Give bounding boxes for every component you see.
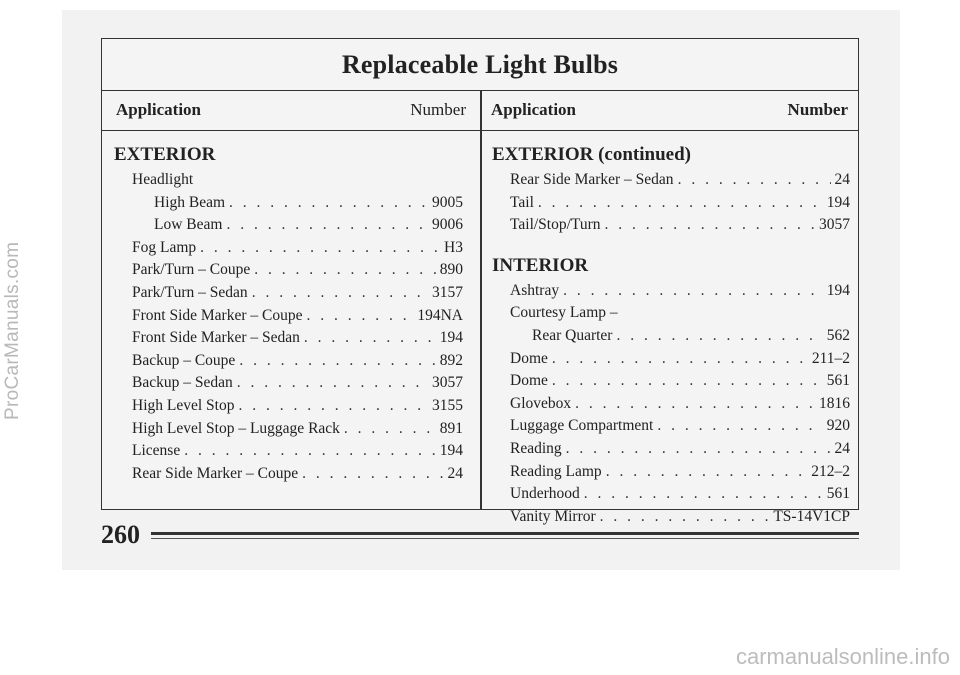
dot-leader xyxy=(304,327,436,350)
item-label: Backup – Sedan xyxy=(132,374,233,392)
item-number: 24 xyxy=(834,171,850,188)
dot-leader xyxy=(306,305,413,328)
list-item xyxy=(114,259,463,282)
item-number: 892 xyxy=(439,351,463,369)
item-number: 9006 xyxy=(432,216,463,234)
list-item xyxy=(492,169,850,192)
bulb-table xyxy=(101,38,859,525)
item-label: Park/Turn – Sedan xyxy=(132,283,248,301)
dot-leader xyxy=(237,372,428,395)
list-item xyxy=(114,282,463,305)
item-number: 194 xyxy=(826,193,850,211)
list-item xyxy=(114,372,463,395)
list-item xyxy=(492,415,850,438)
item-label: High Level Stop xyxy=(132,396,235,414)
item-number: 562 xyxy=(826,326,850,344)
section-heading: EXTERIOR xyxy=(114,144,216,165)
list-item xyxy=(492,483,850,506)
page-footer xyxy=(101,520,859,550)
item-label: Rear Quarter xyxy=(532,326,613,344)
footer-rule xyxy=(151,532,859,535)
dot-leader xyxy=(252,282,428,305)
list-item xyxy=(114,350,463,373)
list-item xyxy=(492,438,850,461)
title-row xyxy=(102,39,858,91)
dot-leader xyxy=(200,237,440,260)
dot-leader xyxy=(552,370,823,393)
item-number: 3155 xyxy=(432,396,463,414)
section-heading: EXTERIOR (continued) xyxy=(492,144,691,165)
item-label: Glovebox xyxy=(510,394,572,412)
item-label: Dome xyxy=(510,349,548,367)
item-number: H3 xyxy=(444,238,463,256)
list-item xyxy=(114,237,463,260)
list-item xyxy=(114,440,463,463)
item-label: High Level Stop – Luggage Rack xyxy=(132,419,340,437)
dot-leader xyxy=(563,280,823,303)
list-item xyxy=(492,348,850,371)
item-number: 194 xyxy=(439,329,463,347)
item-number: 3057 xyxy=(432,374,463,392)
dot-leader xyxy=(657,415,822,438)
item-number: 24 xyxy=(447,464,463,482)
dot-leader xyxy=(616,325,822,348)
item-number: 194 xyxy=(439,442,463,460)
dot-leader xyxy=(302,463,443,486)
page-title: Replaceable Light Bulbs xyxy=(341,49,619,79)
list-item xyxy=(114,305,463,328)
dot-leader xyxy=(229,192,428,215)
list-item xyxy=(492,280,850,303)
section-heading: INTERIOR xyxy=(492,254,589,276)
list-item xyxy=(114,169,463,192)
item-label: Rear Side Marker – Sedan xyxy=(510,171,674,188)
item-label: Tail xyxy=(510,193,534,211)
list-item xyxy=(492,325,850,348)
list-item xyxy=(492,370,850,393)
item-label: Ashtray xyxy=(510,281,560,299)
list-item xyxy=(492,302,850,325)
number-header: Number xyxy=(410,100,466,119)
list-item xyxy=(114,418,463,441)
application-header: Application xyxy=(116,100,202,119)
item-label: Low Beam xyxy=(154,216,223,234)
column-divider xyxy=(480,90,482,509)
application-header: Application xyxy=(491,100,577,119)
list-item xyxy=(114,327,463,350)
item-number: 3157 xyxy=(432,283,463,301)
item-label: Dome xyxy=(510,372,548,390)
item-number: 561 xyxy=(826,372,850,390)
dot-leader xyxy=(238,395,428,418)
item-label: Fog Lamp xyxy=(132,238,197,256)
item-label: Reading Lamp xyxy=(510,462,602,480)
footer-rule-thin xyxy=(151,538,859,539)
item-label: Park/Turn – Coupe xyxy=(132,261,251,279)
bottom-watermark: carmanualsonline.info xyxy=(735,644,950,669)
list-item xyxy=(114,214,463,237)
number-header: Number xyxy=(787,100,848,119)
list-item xyxy=(492,214,850,237)
left-column xyxy=(114,140,463,485)
item-label: Reading xyxy=(510,439,562,457)
side-watermark: ProCarManuals.com xyxy=(2,241,23,420)
item-number: 211–2 xyxy=(811,349,850,367)
list-item xyxy=(492,461,850,484)
dot-leader xyxy=(575,393,815,416)
dot-leader xyxy=(239,350,435,373)
list-item xyxy=(114,395,463,418)
dot-leader xyxy=(606,461,808,484)
page-number: 260 xyxy=(101,520,140,549)
dot-leader xyxy=(605,214,815,237)
item-number: 1816 xyxy=(819,394,850,412)
item-number: 212–2 xyxy=(811,462,850,480)
dot-leader xyxy=(584,483,823,506)
item-number: 24 xyxy=(834,439,850,457)
item-label: Courtesy Lamp – xyxy=(510,304,618,322)
item-label: High Beam xyxy=(154,193,226,211)
item-label: Front Side Marker – Coupe xyxy=(132,306,303,324)
item-label: License xyxy=(132,442,181,460)
item-label: Rear Side Marker – Coupe xyxy=(132,464,299,482)
item-label: Underhood xyxy=(510,485,580,503)
dot-leader xyxy=(226,214,428,237)
dot-leader xyxy=(184,440,436,463)
dot-leader xyxy=(344,418,436,441)
dot-leader xyxy=(552,348,808,371)
item-label: Front Side Marker – Sedan xyxy=(132,329,300,347)
item-number: 561 xyxy=(826,485,850,503)
dot-leader xyxy=(566,438,831,461)
list-item xyxy=(114,463,463,486)
right-column-header xyxy=(491,90,848,130)
item-number: TS-14V1CP xyxy=(773,507,850,525)
item-number: 920 xyxy=(826,417,850,435)
item-label: Vanity Mirror xyxy=(510,507,596,525)
item-label: Luggage Compartment xyxy=(510,417,654,435)
item-label: Headlight xyxy=(132,171,194,188)
list-item xyxy=(492,192,850,215)
item-label: Tail/Stop/Turn xyxy=(510,216,601,234)
dot-leader xyxy=(254,259,435,282)
left-column-header xyxy=(116,90,466,130)
item-number: 890 xyxy=(439,261,463,279)
right-column xyxy=(492,140,850,528)
dot-leader xyxy=(678,169,831,192)
item-number: 9005 xyxy=(432,193,463,211)
item-number: 3057 xyxy=(819,216,850,234)
list-item xyxy=(492,393,850,416)
list-item xyxy=(114,192,463,215)
item-label: Backup – Coupe xyxy=(132,351,236,369)
item-number: 194 xyxy=(826,281,850,299)
dot-leader xyxy=(538,192,823,215)
item-number: 194NA xyxy=(417,306,463,324)
item-number: 891 xyxy=(439,419,463,437)
